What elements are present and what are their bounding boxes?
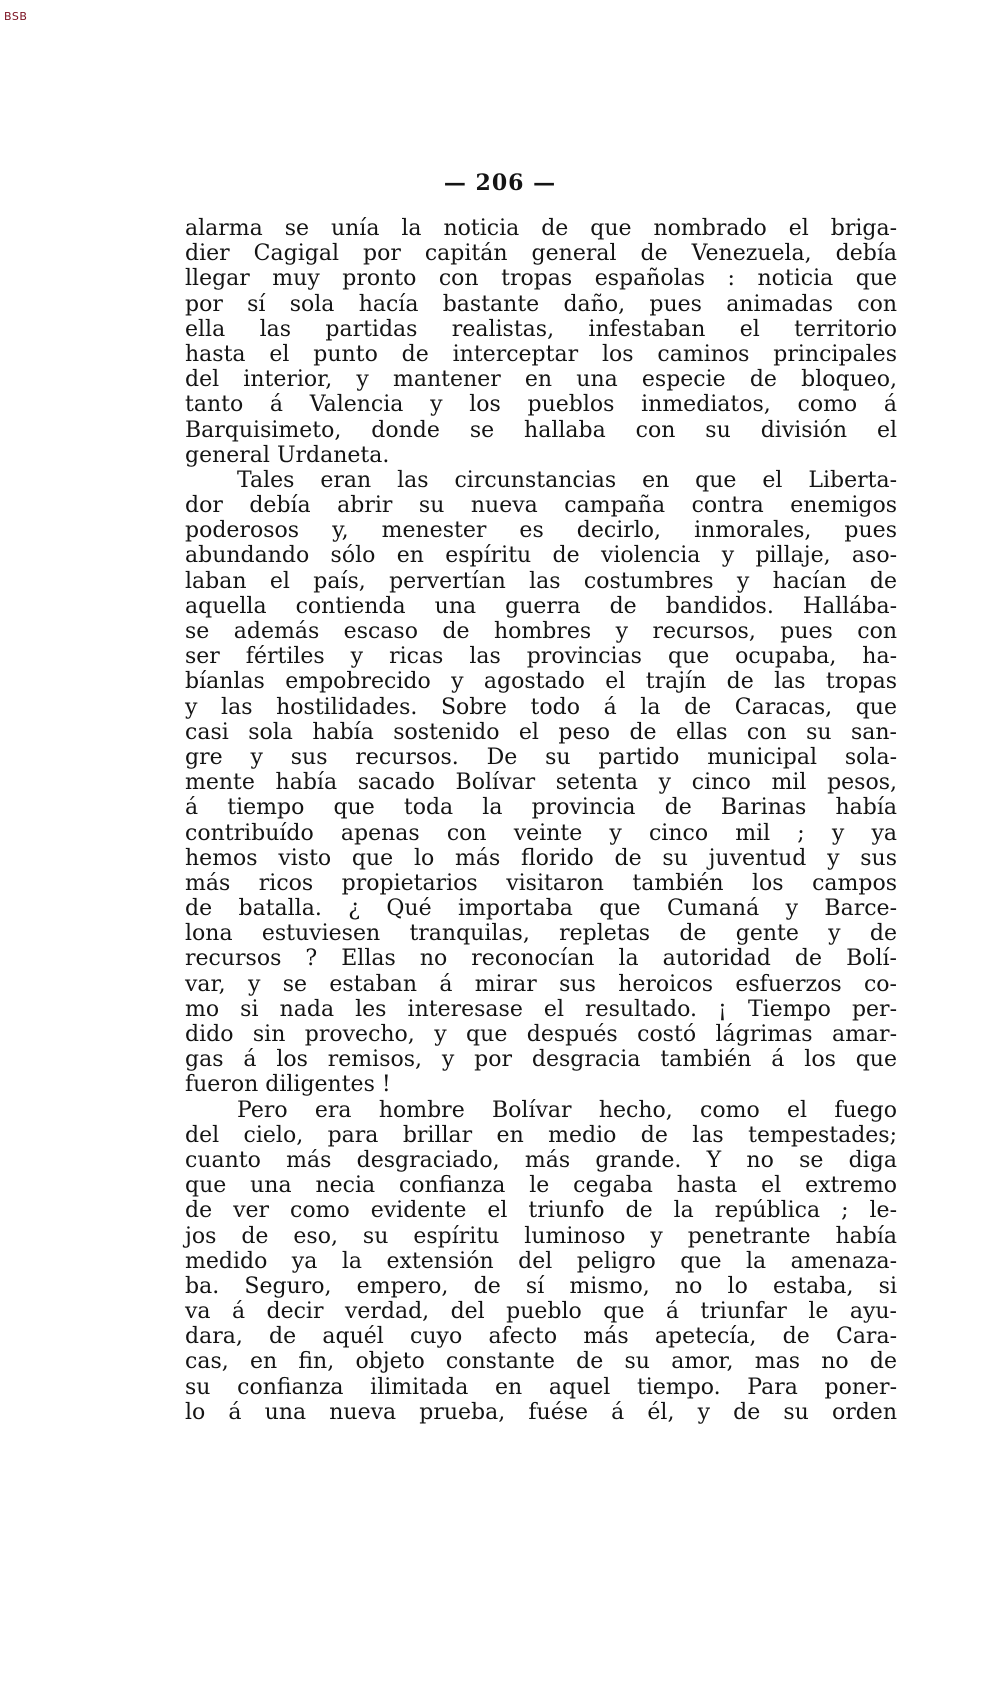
text-line: lo á una nueva prueba, fuése á él, y de su orden — [185, 1399, 897, 1425]
text-line: y las hostilidades. Sobre todo á la de Caracas, que — [185, 694, 897, 720]
text-line: mente había sacado Bolívar setenta y cinco mil pesos, — [185, 770, 897, 796]
text-line: cas, en fin, objeto constante de su amor, mas no de — [185, 1349, 897, 1375]
text-line: dor debía abrir su nueva campaña contra enemigos — [185, 493, 897, 519]
text-line: cuanto más desgraciado, más grande. Y no se diga — [185, 1147, 897, 1173]
text-line: que una necia confianza le cegaba hasta el extremo — [185, 1173, 897, 1199]
text-line: á tiempo que toda la provincia de Barinas había — [185, 795, 897, 821]
text-line: tanto á Valencia y los pueblos inmediatos, como á — [185, 392, 897, 418]
text-line: ba. Seguro, empero, de sí mismo, no lo estaba, si — [185, 1273, 897, 1299]
text-line: mo si nada les interesase el resultado. ¡ Tiempo per- — [185, 996, 897, 1022]
text-line: hasta el punto de interceptar los caminos principales — [185, 341, 897, 367]
text-line: de batalla. ¿ Qué importaba que Cumaná y Barce- — [185, 896, 897, 922]
text-line: dara, de aquél cuyo afecto más apetecía, de Cara- — [185, 1324, 897, 1350]
page-number: — 206 — — [443, 170, 557, 196]
text-line: de ver como evidente el triunfo de la república ; le- — [185, 1198, 897, 1224]
text-line: bíanlas empobrecido y agostado el trajín de las tropas — [185, 669, 897, 695]
text-line: va á decir verdad, del pueblo que á triunfar le ayu- — [185, 1299, 897, 1325]
text-line: hemos visto que lo más florido de su juventud y sus — [185, 845, 897, 871]
text-line: laban el país, pervertían las costumbres y hacían de — [185, 568, 897, 594]
text-line: gre y sus recursos. De su partido municipal sola- — [185, 744, 897, 770]
text-line: se además escaso de hombres y recursos, pues con — [185, 619, 897, 644]
text-line: llegar muy pronto con tropas españolas : noticia que — [185, 266, 897, 292]
text-line: lona estuviesen tranquilas, repletas de gente y de — [185, 921, 897, 947]
text-line: dido sin provecho, y que después costó lágrimas amar- — [185, 1022, 897, 1047]
text-line: var, y se estaban á mirar sus heroicos esfuerzos co- — [185, 971, 897, 997]
text-line: dier Cagigal por capitán general de Venezuela, debía — [185, 241, 897, 267]
text-line: general Urdaneta. — [185, 442, 390, 468]
text-line: recursos ? Ellas no reconocían la autoridad de Bolí- — [185, 946, 897, 972]
text-line: poderosos y, menester es decirlo, inmorales, pues — [185, 518, 897, 544]
text-line: casi sola había sostenido el peso de ellas con su san- — [185, 719, 897, 745]
text-line: más ricos propietarios visitaron también los campos — [185, 870, 897, 896]
text-line: del cielo, para brillar en medio de las tempestades; — [185, 1122, 897, 1148]
library-stamp: BSB — [4, 10, 28, 23]
text-line: del interior, y mantener en una especie de bloqueo, — [185, 367, 897, 393]
text-line: alarma se unía la noticia de que nombrado el briga- — [185, 216, 897, 241]
text-line: contribuído apenas con veinte y cinco mil ; y ya — [185, 820, 897, 846]
text-line: ella las partidas realistas, infestaban el territorio — [185, 316, 897, 342]
text-line: gas á los remisos, y por desgracia también á los que — [185, 1047, 897, 1073]
text-line: por sí sola hacía bastante daño, pues animadas con — [185, 291, 897, 317]
text-line: fueron diligentes ! — [185, 1072, 391, 1098]
text-line: ser fértiles y ricas las provincias que ocupaba, ha- — [185, 644, 897, 670]
text-line: Pero era hombre Bolívar hecho, como el fuego — [237, 1097, 897, 1123]
text-line: jos de eso, su espíritu luminoso y penetrante había — [185, 1223, 897, 1249]
text-line: Barquisimeto, donde se hallaba con su división el — [185, 417, 897, 443]
text-line: aquella contienda una guerra de bandidos. Hallába- — [185, 593, 897, 619]
text-line: medido ya la extensión del peligro que la amenaza- — [185, 1248, 897, 1274]
text-line: su confianza ilimitada en aquel tiempo. Para poner- — [185, 1374, 897, 1400]
body-text — [185, 216, 897, 1425]
text-line: Tales eran las circunstancias en que el Liberta- — [237, 467, 897, 493]
text-line: abundando sólo en espíritu de violencia y pillaje, aso- — [185, 543, 897, 569]
